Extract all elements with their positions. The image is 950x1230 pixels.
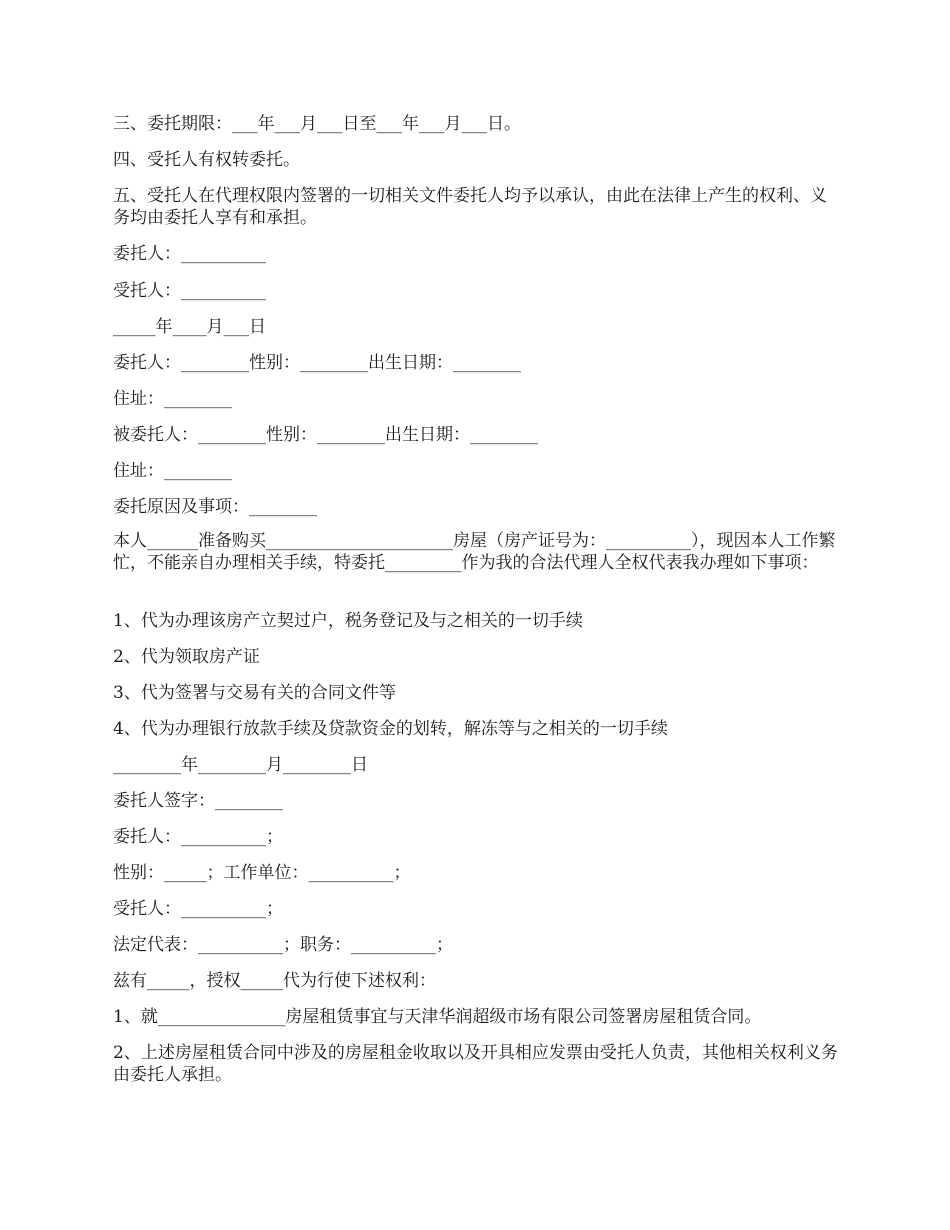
date-line: _____年____月___日 (113, 317, 266, 337)
authorization-line: 兹有_____，授权_____代为行使下述权利： (113, 971, 436, 991)
item-4-loan: 4、代为办理银行放款手续及贷款资金的划转，解冻等与之相关的一切手续 (113, 719, 668, 739)
principal-info-line: 委托人：________性别：________出生日期：________ (113, 353, 521, 373)
item-2-certificate: 2、代为领取房产证 (113, 647, 260, 667)
item-1-transfer: 1、代为办理该房产立契过户，税务登记及与之相关的一切手续 (113, 611, 583, 631)
principal-signature-line: 委托人签字：________ (113, 791, 283, 811)
clause-5-acknowledgement: 五、受托人在代理权限内签署的一切相关文件委托人均予以承认，由此在法律上产生的权利、义务均由委托人享有和承担。 (113, 186, 827, 228)
clause-4-subdelegation: 四、受托人有权转委托。 (113, 150, 300, 170)
clause-3-term: 三、委托期限：___年___月___日至___年___月___日。 (113, 114, 521, 134)
entrusted-info-line: 被委托人：________性别：________出生日期：________ (113, 425, 538, 445)
entrusted-address-line: 住址：________ (113, 461, 232, 481)
lease-item-2: 2、上述房屋租赁合同中涉及的房屋租金收取以及开具相应发票由受托人负责，其他相关权利义务由委托人承担。 (113, 1043, 838, 1085)
lease-item-1: 1、就_______________房屋租赁事宜与天津华润超级市场有限公司签署房屋租赁合同。 (113, 1007, 762, 1027)
reason-line: 委托原因及事项：________ (113, 497, 317, 517)
agent-line: 受托人：__________ (113, 281, 266, 301)
date-line-2: ________年________月________日 (113, 755, 368, 775)
principal-line-2: 委托人：__________； (113, 827, 283, 847)
gender-employer-line: 性别：_____；工作单位：__________； (113, 863, 411, 883)
principal-address-line: 住址：________ (113, 389, 232, 409)
principal-line: 委托人：__________ (113, 244, 266, 264)
item-3-contracts: 3、代为签署与交易有关的合同文件等 (113, 683, 396, 703)
agent-line-2: 受托人：__________； (113, 899, 283, 919)
purchase-statement: 本人______准备购买______________________房屋（房产证号为：__________），现因本人工作繁忙，不能亲自办理相关手续，特委托_________作为我的合法代理人全权代表我办理如下事项： (113, 531, 836, 573)
legal-rep-line: 法定代表：__________；职务：__________； (113, 935, 453, 955)
